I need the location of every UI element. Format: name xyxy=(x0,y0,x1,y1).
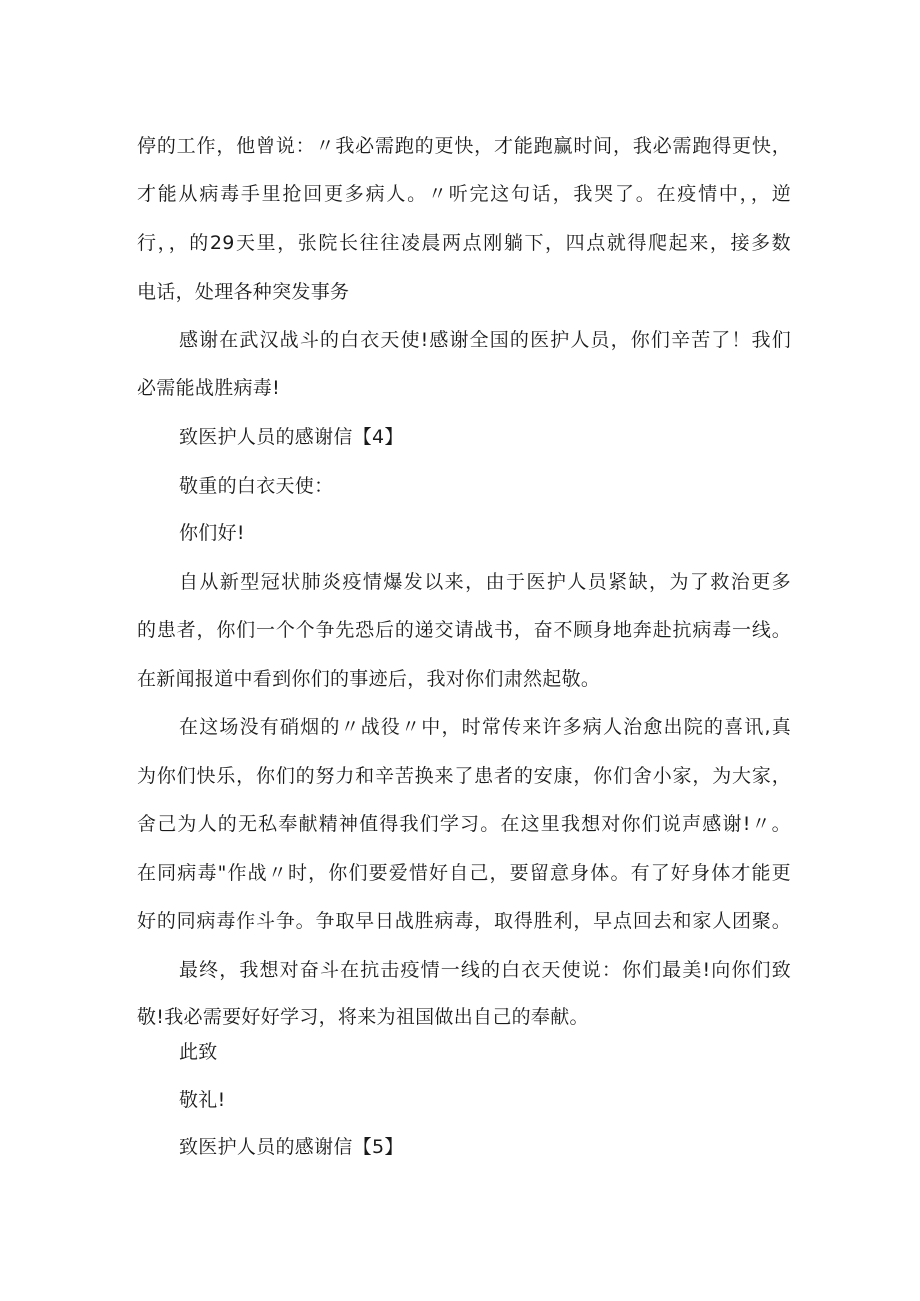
paragraph-line: 好的同病毒作斗争。争取早日战胜病毒，取得胜利，早点回去和家人团聚。 xyxy=(137,910,791,932)
paragraph-line: 在同病毒"作战〃时，你们要爱惜好自己，要留意身体。有了好身体才能更 xyxy=(137,862,791,884)
paragraph-line: 电话，处理各种突发事务 xyxy=(137,281,350,303)
paragraph-line: 感谢在武汉战斗的白衣天使!感谢全国的医护人员，你们辛苦了！我们 xyxy=(179,329,791,351)
salutation: 敬重的白衣天使： xyxy=(179,475,334,497)
paragraph-line: 行，，的29天里，张院长往往凌晨两点刚躺下，四点就得爬起来，接多数 xyxy=(137,232,791,254)
section-heading: 致医护人员的感谢信【5】 xyxy=(179,1136,404,1158)
paragraph-line: 舍己为人的无私奉献精神值得我们学习。在这里我想对你们说声感谢!〃。 xyxy=(137,813,791,835)
paragraph-line: 为你们快乐，你们的努力和辛苦换来了患者的安康，你们舍小家，为大家， xyxy=(137,765,791,787)
paragraph-line: 的患者，你们一个个争先恐后的递交请战书，奋不顾身地奔赴抗病毒一线。 xyxy=(137,619,791,641)
paragraph-line: 在这场没有硝烟的〃战役〃中，时常传来许多病人治愈出院的喜讯,真 xyxy=(179,716,791,738)
paragraph-line: 最终，我想对奋斗在抗击疫情一线的白衣天使说：你们最美!向你们致 xyxy=(179,959,791,981)
section-heading: 致医护人员的感谢信【4】 xyxy=(179,426,404,448)
paragraph-line: 自从新型冠状肺炎疫情爆发以来，由于医护人员紧缺，为了救治更多 xyxy=(179,571,791,593)
greeting: 你们好! xyxy=(179,522,245,544)
closing-line: 敬礼! xyxy=(179,1089,226,1111)
paragraph-line: 必需能战胜病毒! xyxy=(137,377,281,399)
closing-line: 此致 xyxy=(179,1041,218,1063)
paragraph-line: 停的工作，他曾说：〃我必需跑的更快，才能跑赢时间，我必需跑得更快， xyxy=(137,135,791,157)
paragraph-line: 敬!我必需要好好学习，将来为祖国做出自己的奉献。 xyxy=(137,1006,589,1028)
paragraph-line: 在新闻报道中看到你们的事迹后，我对你们肃然起敬。 xyxy=(137,668,601,690)
paragraph-line: 才能从病毒手里抢回更多病人。〃听完这句话，我哭了。在疫情中，，逆 xyxy=(137,183,791,205)
